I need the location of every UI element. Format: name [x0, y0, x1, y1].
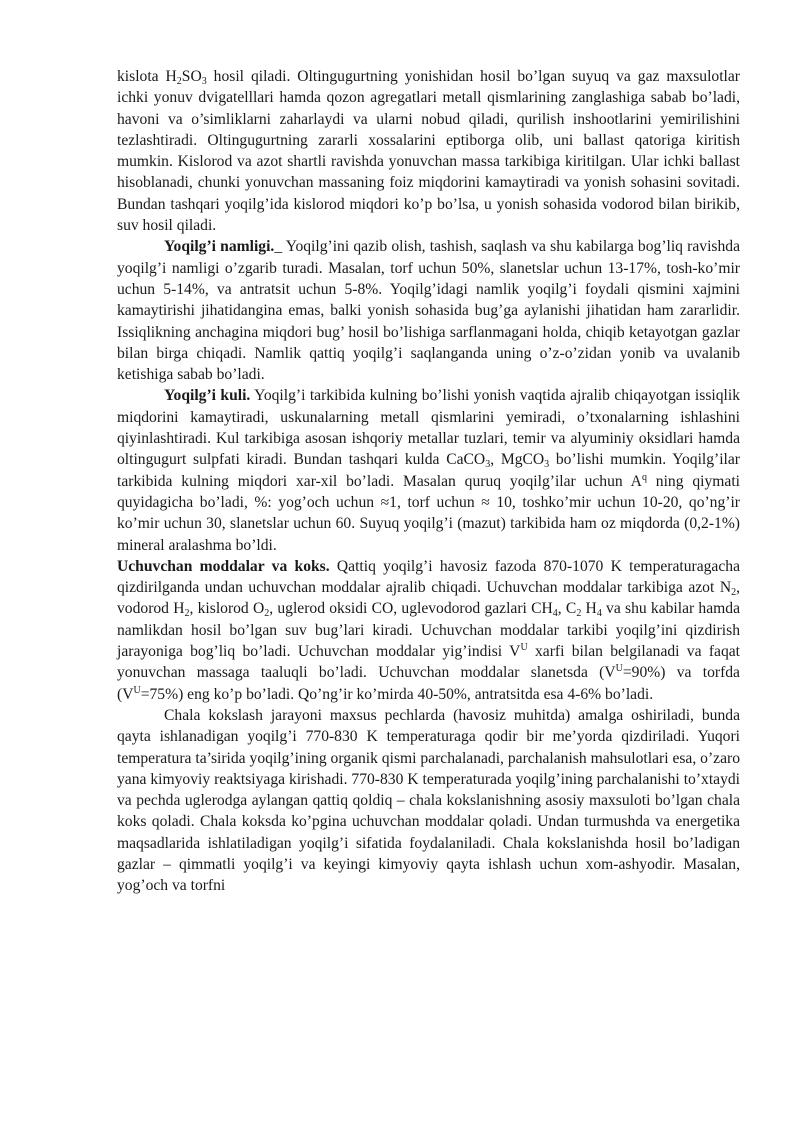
section-heading-volatiles: Uchuvchan moddalar va koks.: [117, 557, 330, 575]
text: kislota H: [117, 68, 177, 85]
superscript: U: [133, 684, 141, 696]
text: , MgCO: [490, 451, 545, 469]
section-heading-ash: Yoqilg’i kuli.: [164, 387, 251, 405]
document-page: [117, 66, 740, 897]
text: bo’lishi mumkin. Yoqilg’ilar tarkibida kulning miqdori xar-xil bo’ladi. Masalan quruq yoqilg’ilar uchun A: [117, 451, 741, 490]
text: _ Yoqilg’ini qazib olish, tashish, saqlash va shu kabilarga bog’liq ravishda yoqilg’i namligi o’zgarib turadi. Masalan, torf uchun 50%, slanetslar uchun 13-17%, tosh-ko’mir uchun 5-14%, va antratsit uchun 5-8%. Yoqilg’idagi namlik yoqilg’i foydali qismini xajmini kamaytirishi jihatidangina emas, balki yonish sohasida bug’ga aylanishi jihatidan ham zararlidir. Issiqlikning anchagina miqdori bug’ hosil bo’lishiga sarflanmagani holda, chiqib ketayotgan gazlar bilan birga chiqadi. Namlik qattiq yoqilg’i saqlanganda uning o’z-o’zidan yonib va uvalanib ketishiga sabab bo’ladi.: [117, 238, 740, 384]
paragraph-semicoking: [117, 705, 740, 897]
text: va shu kabilar hamda namlikdan hosil bo’lgan suv bug’lari kiradi. Uchuvchan moddalar tarkibi yoqilg’ini qizdirish jarayoniga bog’liq bo’ladi. Uchuvchan moddalar yig’indisi V: [117, 600, 740, 661]
subscript: 2: [576, 608, 582, 620]
text: , vodorod H: [117, 579, 740, 618]
text: xarfi bilan belgilanadi va faqat yonuvchan massaga taaluqli bo’ladi. Uchuvchan moddalar slanetsda (V: [117, 643, 740, 682]
text: , C: [557, 600, 577, 618]
text: , uglerod oksidi CO, uglevodorod gazlari CH: [269, 600, 553, 618]
subscript: 2: [731, 587, 737, 599]
subscript: 3: [201, 76, 207, 87]
subscript: 3: [485, 459, 491, 471]
text: =90%) va torfda (V: [117, 664, 740, 703]
paragraph-volatiles: [117, 556, 740, 705]
superscript: U: [615, 663, 623, 675]
text: hosil qiladi. Oltingugurtning yonishidan hosil bo’lgan suyuq va gaz maxsulotlar ichki yonuv dvigatelllari hamda qozon agregatlari metall qismlarining zanglashiga sabab bo’ladi, havoni va o’simliklarni zaharlaydi va ularni nobud qiladi, qurilish inshootlarini yemirilishini tezlashtiradi. Oltingugurtning zararli xossalarini eptiborga olib, uni ballast qatoriga kiritish mumkin. Kislorod va azot shartli ravishda yonuvchan massa tarkibiga kiritilgan. Ular ichki ballast hisoblanadi, chunki yonuvchan massaning foiz miqdorini kamaytiradi va yonish sohasini sovitadi. Bundan tashqari yoqilg’ida kislorod miqdori ko’p bo’lsa, u yonish sohasida vodorod bilan birikib, suv hosil qiladi.: [117, 68, 740, 235]
text: H: [581, 600, 597, 618]
text: Yoqilg’i tarkibida kulning bo’lishi yonish vaqtida ajralib chiqayotgan issiqlik miqdorini kamaytiradi, uskunalarning metall qismlarini yemiradi, o’txonalarning ishlashini qiyinlashtiradi. Kul tarkibiga asosan ishqoriy metallar tuzlari, temir va alyuminiy oksidlari hamda oltingugurt sulpfati kiradi. Bundan tashqari kulda CaCO: [117, 387, 740, 469]
paragraph-ash: [117, 385, 740, 555]
superscript: U: [520, 642, 528, 654]
section-heading-moisture: Yoqilg’i namligi.: [164, 238, 275, 256]
subscript: 2: [176, 76, 182, 87]
text: SO: [181, 68, 202, 85]
text: Qattiq yoqilg’i havosiz fazoda 870-1070 K temperaturagacha qizdirilganda undan uchuvchan moddalar ajralib chiqadi. Uchuvchan moddalar tarkibiga azot N: [117, 557, 740, 597]
subscript: 2: [264, 608, 270, 620]
text: , kislorod O: [189, 600, 265, 618]
text: ning qiymati quyidagicha bo’ladi, %: yog’och uchun ≈1, torf uchun ≈ 10, toshko’mir uchun 10-20, qo’ng’ir ko’mir uchun 30, slanetslar uchun 60. Suyuq yoqilg’i (mazut) tarkibida ham oz miqdorda (0,2-1%) mineral aralashma bo’ldi.: [117, 472, 740, 554]
text: =75%) eng ko’p bo’ladi. Qo’ng’ir ko’mirda 40-50%, antratsitda esa 4-6% bo’ladi.: [140, 685, 654, 703]
paragraph-moisture: [117, 236, 740, 385]
paragraph-sulfur-oxygen: [117, 66, 740, 236]
subscript: 3: [544, 459, 550, 471]
text: Chala kokslash jarayoni maxsus pechlarda (havosiz muhitda) amalga oshiriladi, bunda qayta ishlanadigan yoqilg’i 770-830 K temperaturaga qodir bir me’yorda qizdiriladi. Yuqori temperatura ta’sirida yoqilg’ining organik qismi parchalanadi, parchalanish mahsulotlari esa, o’zaro yana kimyoviy reaktsiyaga kirishadi. 770-830 K temperaturada yoqilg’ining parchalanishi to’xtaydi va pechda uglerodga aylangan qattiq qoldiq – chala kokslanishning asosiy maxsuloti bo’lgan chala koks qoladi. Chala koksda ko’pgina uchuvchan moddalar qoladi. Undan turmushda va energetika maqsadlarida ishlatiladigan yoqilg’i sifatida foydalaniladi. Chala kokslanishda hosil bo’ladigan gazlar – qimmatli yoqilg’i va keyingi kimyoviy qayta ishlash uchun xom-ashyodir. Masalan, yog’och va torfni: [117, 706, 740, 895]
subscript: 4: [596, 608, 602, 620]
subscript: 2: [184, 608, 190, 620]
superscript: q: [641, 471, 647, 483]
subscript: 4: [552, 608, 558, 620]
